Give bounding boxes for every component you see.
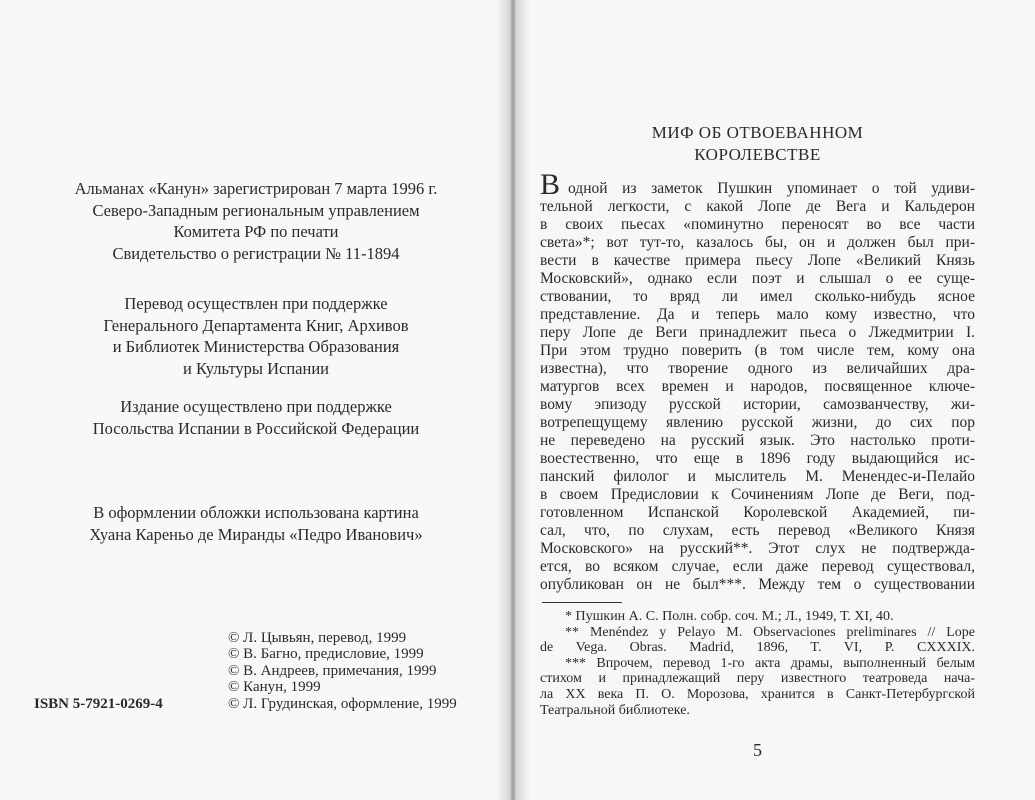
- body-line: ется, во всяком случае, если даже перевод существовал,: [540, 558, 975, 575]
- text-line: Посольства Испании в Российской Федерации: [92, 418, 420, 438]
- footnotes: [540, 609, 975, 718]
- text-line: В оформлении обложки использована картина: [93, 503, 419, 522]
- text-line: Издание осуществлено при поддержке: [120, 397, 392, 416]
- body-line: не переведено на русский язык. Это настолько проти-: [540, 432, 975, 449]
- text-line: Альманах «Канун» зарегистрирован 7 марта 1996 г.: [74, 179, 438, 198]
- copyright-list: [228, 630, 457, 712]
- copyright-line: © В. Багно, предисловие, 1999: [228, 646, 424, 663]
- page-number: 5: [753, 740, 762, 760]
- text-line: и Библиотек Министерства Образования: [112, 337, 400, 356]
- body-line: вому эпизоду русской истории, самозванчеству, жи-: [540, 396, 975, 413]
- footnote-line: стихом и принадлежащий перу известного театроведа нача-: [540, 671, 975, 687]
- body-line: тельной легкости, с какой Лопе де Вега и Кальдерон: [540, 198, 975, 215]
- isbn: ISBN 5-7921-0269-4: [34, 696, 163, 712]
- body-line: вотрепещущему явлению русской жизни, до сих пор: [540, 414, 975, 431]
- body-line: в своих пьесах «поминутно переносят во все части: [540, 216, 975, 233]
- copyright-line: © В. Андреев, примечания, 1999: [228, 662, 437, 679]
- chapter-title: [540, 122, 975, 166]
- text-line: Северо-Западным региональным управлением: [92, 200, 420, 220]
- cover-note-block: [0, 502, 512, 545]
- text-line: Комитета РФ по печати: [173, 222, 339, 241]
- body-text: [540, 168, 975, 594]
- text-line: Свидетельство о регистрации № 11-1894: [112, 243, 400, 263]
- text-line: и Культуры Испании: [183, 358, 329, 378]
- footnote-line: ла XX века П. О. Морозова, хранится в Санкт-Петербургской: [540, 686, 975, 702]
- footnote-line: * Пушкин А. С. Полн. собр. соч. М.; Л., 1949, Т. XI, 40.: [565, 609, 894, 624]
- body-line: представление. Да и теперь мало кому известно, что: [540, 306, 975, 323]
- body-line: Московского» на русский**. Этот слух не подтвержда-: [540, 540, 975, 557]
- text-line: Генерального Департамента Книг, Архивов: [103, 315, 409, 335]
- body-line: готовленном Испанской Королевской Академией, пи-: [540, 504, 975, 521]
- body-line: одной из заметок Пушкин упоминает о той удиви-: [568, 180, 975, 197]
- footnote-line: ** Menéndez y Pelayo M. Observaciones preliminares // Lope: [565, 624, 975, 640]
- text-line: Перевод осуществлен при поддержке: [124, 294, 388, 313]
- body-line: панский филолог и мыслитель М. Менендес-и-Пелайо: [540, 468, 975, 485]
- copyright-line: © Л. Грудинская, оформление, 1999: [228, 695, 457, 712]
- body-line: ствовании, то вряд ли имел сколько-нибудь ясное: [540, 288, 975, 305]
- body-line: известна), что творение одного из величайших дра-: [540, 360, 975, 377]
- text-line: Хуана Кареньо де Миранды «Педро Иванович»: [89, 524, 423, 544]
- left-page: [0, 0, 512, 800]
- edition-support-block: [0, 396, 512, 439]
- title-line: КОРОЛЕВСТВЕ: [694, 145, 821, 164]
- body-line: Московский», однако если поэт и слышал о ее суще-: [540, 270, 975, 287]
- body-line: вести в качестве примера пьесу Лопе «Великий Князь: [540, 252, 975, 269]
- body-line: сал, что, по слухам, есть перевод «Великого Князя: [540, 522, 975, 539]
- translation-support-block: [0, 293, 512, 379]
- body-line: света»*; вот тут-то, казалось бы, он и должен был при-: [540, 234, 975, 251]
- copyright-line: © Л. Цывьян, перевод, 1999: [228, 630, 407, 646]
- drop-cap: В: [540, 168, 561, 201]
- title-line: МИФ ОБ ОТВОЕВАННОМ: [651, 123, 864, 142]
- body-line: матургов всех времен и народов, посвященное ключе-: [540, 378, 975, 395]
- body-line: перу Лопе де Веги принадлежит пьеса о Лжедмитрии I.: [540, 324, 975, 341]
- registration-block: [0, 178, 512, 264]
- book-gutter: [496, 0, 530, 800]
- body-line: воестественно, что еще в 1896 году выдающийся ис-: [540, 450, 975, 467]
- footnote-line: de Vega. Obras. Madrid, 1896, T. VI, P. CXXXIX.: [540, 640, 975, 656]
- footnote-line: Театральной библиотеке.: [540, 702, 690, 718]
- footnote-rule: [542, 602, 622, 603]
- body-line: в своем Предисловии к Сочинениям Лопе де Веги, под-: [540, 486, 975, 503]
- footnote-line: *** Впрочем, перевод 1-го акта драмы, выполненный белым: [565, 655, 975, 671]
- body-line: При этом трудно поверить (в том числе тем, кому она: [540, 342, 975, 359]
- copyright-line: © Канун, 1999: [228, 679, 321, 696]
- body-line: опубликован он не был***. Между тем о существовании: [540, 576, 975, 593]
